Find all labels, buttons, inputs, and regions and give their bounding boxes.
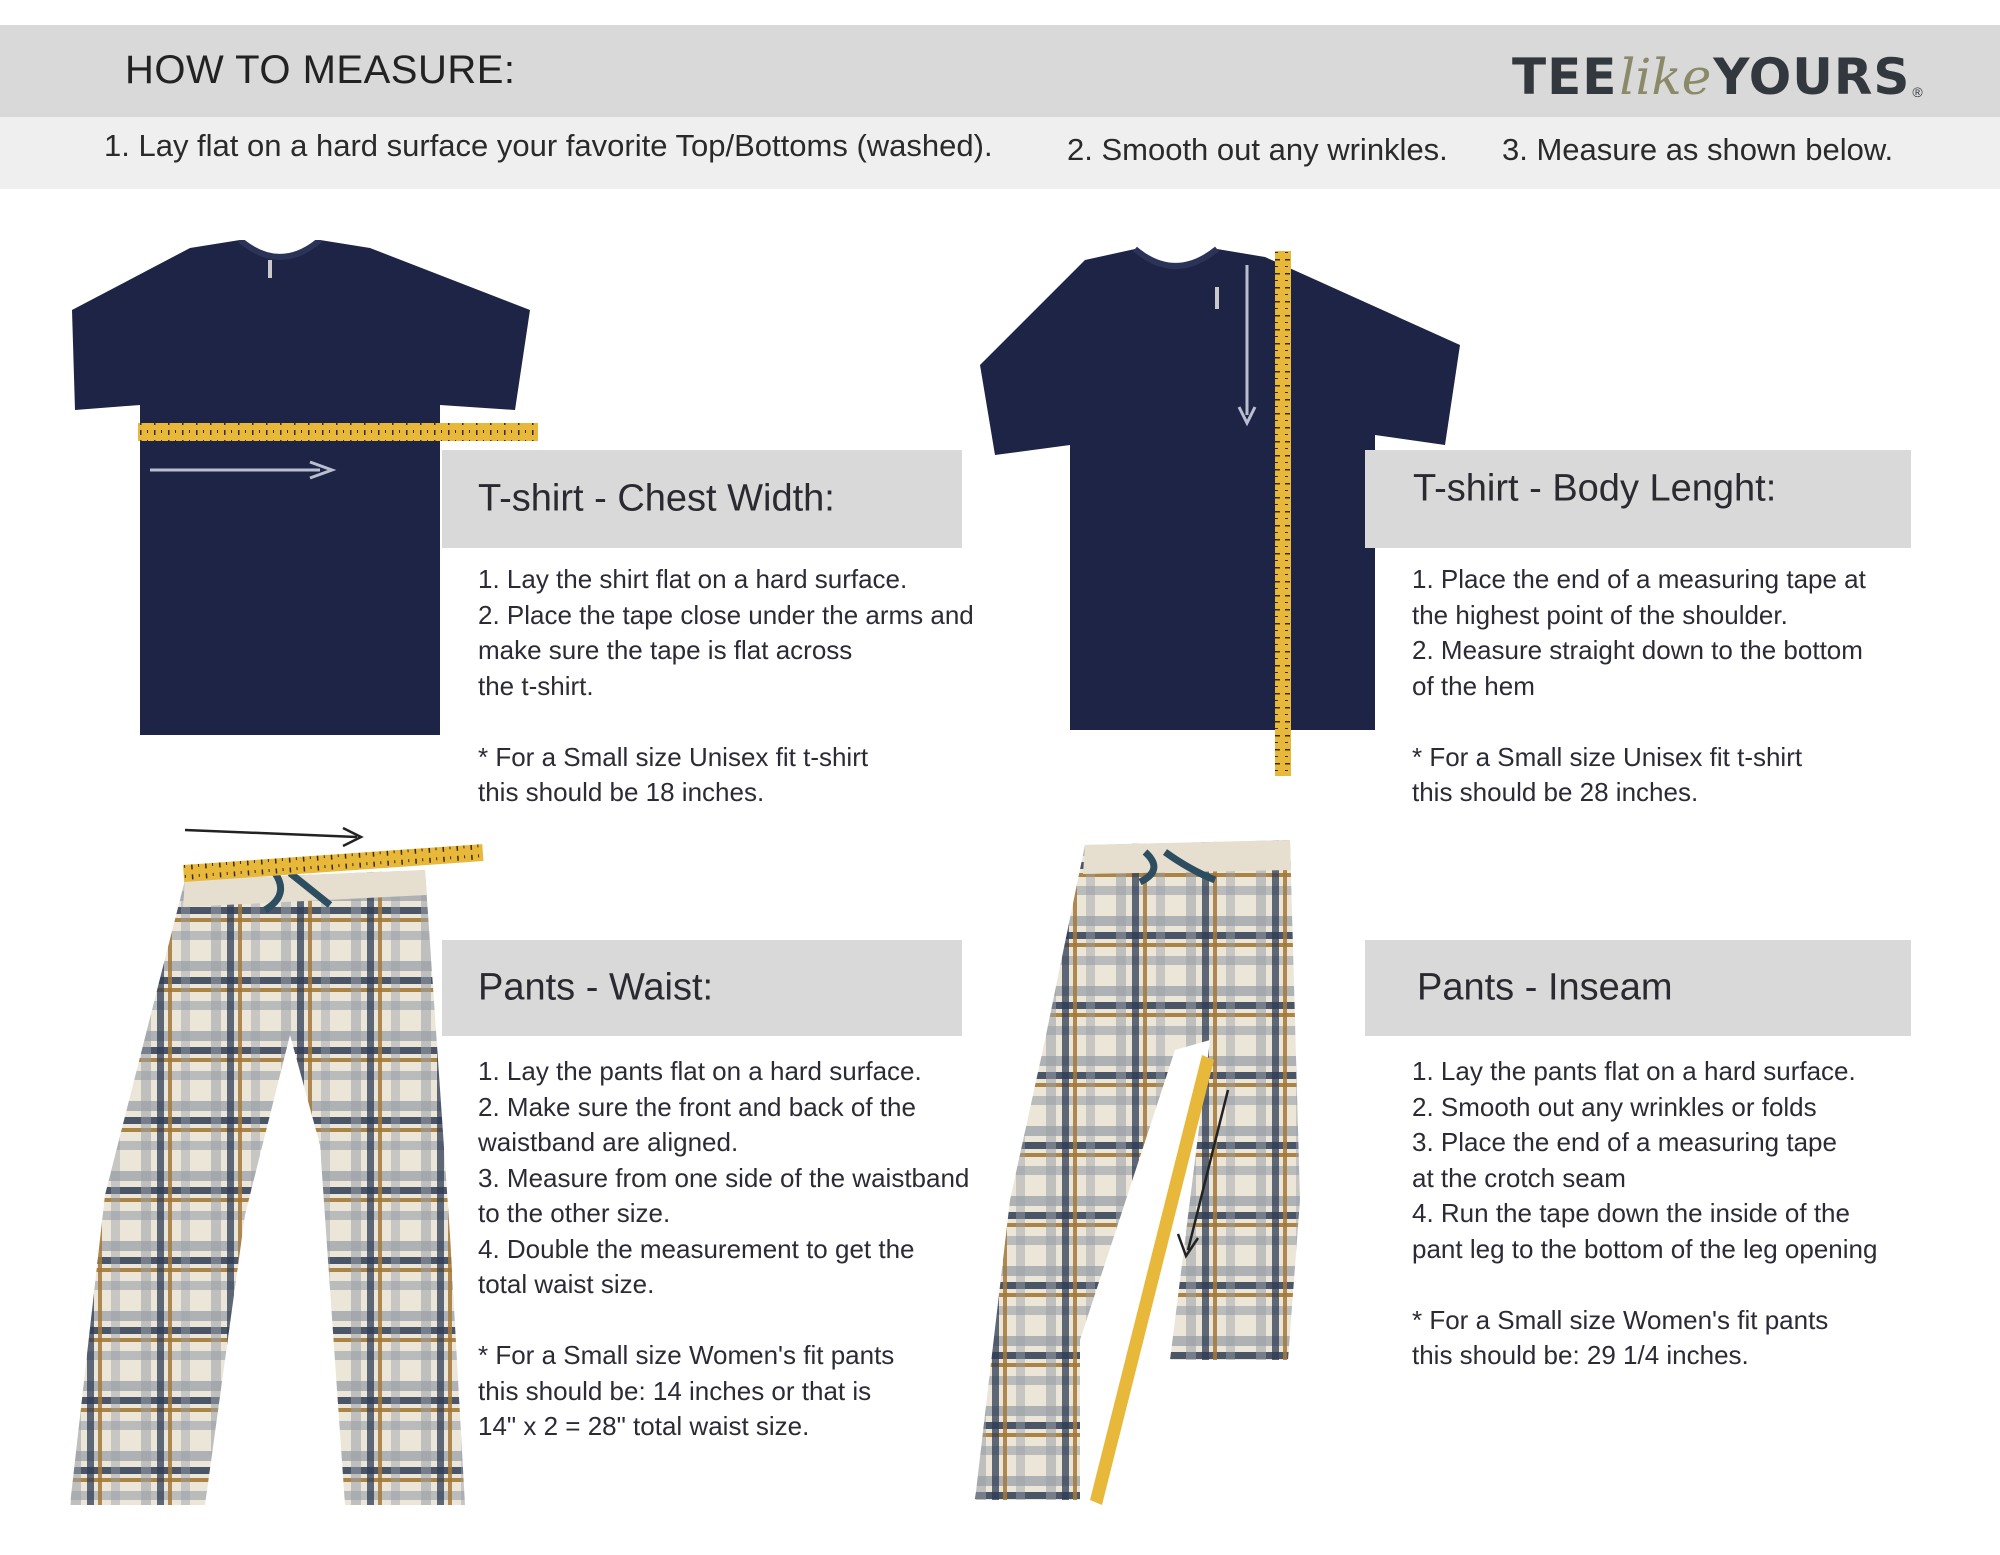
chest-title: T-shirt - Chest Width:: [478, 477, 835, 520]
step-2: 2. Smooth out any wrinkles.: [1067, 132, 1448, 167]
logo-part-like: like: [1619, 48, 1712, 106]
inseam-line: pant leg to the bottom of the leg opening: [1412, 1233, 1878, 1264]
length-line: the highest point of the shoulder.: [1412, 599, 1788, 630]
waist-line: this should be: 14 inches or that is: [478, 1375, 872, 1406]
waist-title: Pants - Waist:: [478, 966, 714, 1009]
step-1: 1. Lay flat on a hard surface your favorite Top/Bottoms (washed).: [104, 128, 993, 163]
chest-description: [478, 562, 974, 811]
waist-line: waistband are aligned.: [478, 1127, 739, 1157]
brand-logo: [1512, 46, 1923, 106]
inseam-line: at the crotch seam: [1412, 1162, 1626, 1193]
length-title: T-shirt - Body Lenght:: [1413, 467, 1777, 510]
waist-line: to the other size.: [478, 1198, 671, 1228]
measuring-tape: [138, 423, 538, 441]
chest-line: 1. Lay the shirt flat on a hard surface.: [478, 564, 908, 594]
inseam-title-box: [1365, 940, 1911, 1036]
chest-line: make sure the tape is flat across: [478, 635, 853, 665]
waist-title-box: [442, 940, 962, 1036]
length-title-box: [1365, 450, 1911, 548]
logo-registered-mark: ®: [1912, 84, 1923, 100]
pants-waist-image: [65, 815, 485, 1515]
length-line: this should be 28 inches.: [1412, 777, 1699, 807]
length-line: 2. Measure straight down to the bottom: [1412, 635, 1863, 665]
inseam-title: Pants - Inseam: [1417, 966, 1673, 1009]
inseam-line: 3. Place the end of a measuring tape: [1412, 1127, 1837, 1157]
waist-description: [478, 1054, 969, 1445]
waist-line: * For a Small size Women's fit pants: [478, 1340, 895, 1370]
chest-line: the t-shirt.: [478, 670, 594, 701]
waist-line: 1. Lay the pants flat on a hard surface.: [478, 1056, 922, 1086]
length-line: [1412, 704, 1866, 740]
inseam-line: [1412, 1267, 1877, 1303]
waist-line: 4. Double the measurement to get the: [478, 1233, 915, 1264]
inseam-description: [1412, 1054, 1877, 1374]
inseam-line: 4. Run the tape down the inside of the: [1412, 1198, 1850, 1228]
step-3: 3. Measure as shown below.: [1502, 132, 1894, 167]
chest-title-box: [442, 450, 962, 548]
logo-part-yours: YOURS: [1713, 48, 1911, 106]
waist-line: 2. Make sure the front and back of the: [478, 1091, 916, 1122]
inseam-line: 2. Smooth out any wrinkles or folds: [1412, 1091, 1817, 1122]
waist-line: 3. Measure from one side of the waistband: [478, 1162, 970, 1193]
inseam-line: this should be: 29 1/4 inches.: [1412, 1340, 1749, 1370]
logo-part-tee: TEE: [1512, 48, 1618, 106]
chest-line: 2. Place the tape close under the arms and: [478, 599, 974, 630]
chest-line: [478, 704, 974, 740]
waist-line: 14" x 2 = 28" total waist size.: [478, 1411, 810, 1441]
inseam-line: * For a Small size Women's fit pants: [1412, 1304, 1829, 1335]
chest-line: this should be 18 inches.: [478, 777, 765, 807]
length-line: of the hem: [1412, 670, 1535, 701]
chest-line: * For a Small size Unisex fit t-shirt: [478, 741, 869, 772]
length-description: [1412, 562, 1866, 811]
waist-line: [478, 1303, 969, 1339]
pants-inseam-image: [970, 840, 1410, 1510]
length-line: 1. Place the end of a measuring tape at: [1412, 564, 1866, 594]
waist-line: total waist size.: [478, 1269, 655, 1299]
measuring-tape: [1275, 251, 1291, 776]
length-line: * For a Small size Unisex fit t-shirt: [1412, 741, 1803, 772]
inseam-line: 1. Lay the pants flat on a hard surface.: [1412, 1056, 1856, 1086]
page-title: HOW TO MEASURE:: [125, 48, 516, 92]
